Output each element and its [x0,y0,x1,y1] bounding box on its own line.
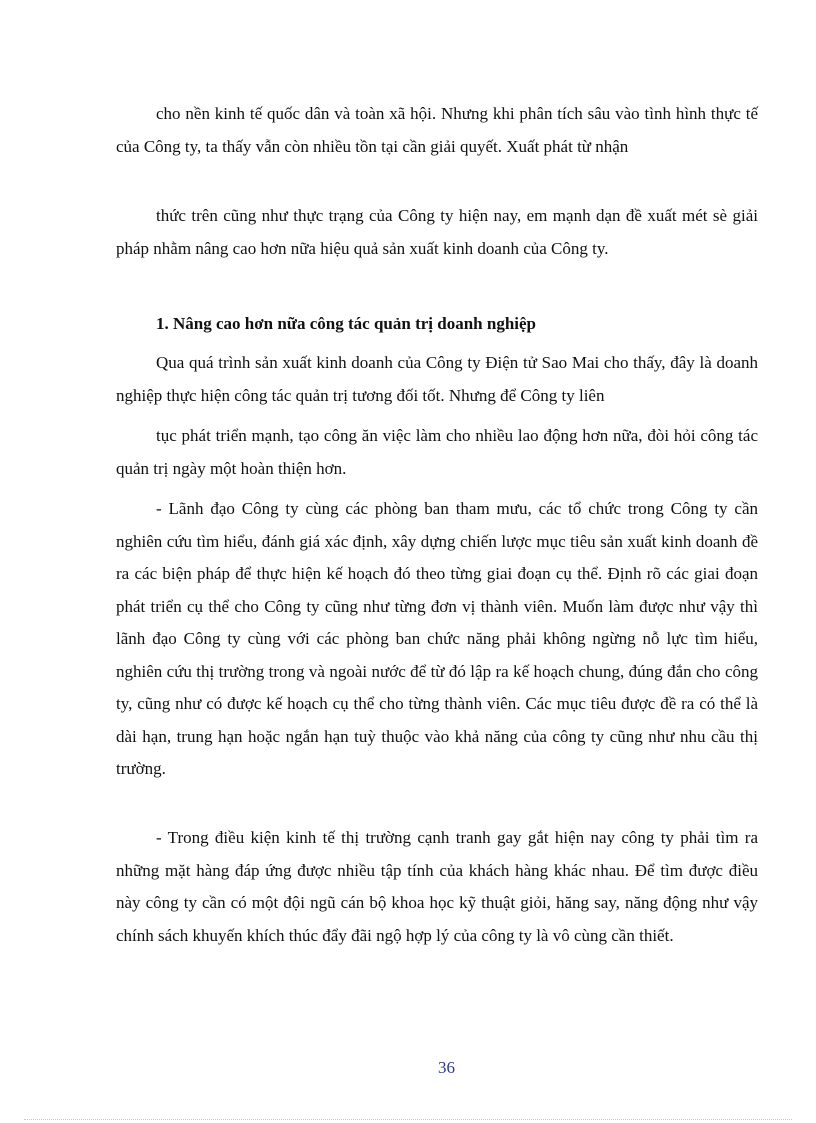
section-heading: 1. Nâng cao hơn nữa công tác quản trị doanh nghiệp [156,314,537,333]
page-number: 36 [438,1058,455,1077]
paragraph-management-intro: Qua quá trình sản xuất kinh doanh của Công ty Điện tử Sao Mai cho thấy, đây là doanh nghiệp thực hiện công tác quản trị tương đối tốt. Nhưng để Công ty liên [116,353,758,405]
paragraph-leadership-strategy: - Lãnh đạo Công ty cùng các phòng ban tham mưu, các tổ chức trong Công ty cần nghiên cứu tìm hiểu, đánh giá xác định, xây dựng chiến lược mục tiêu sản xuất kinh doanh đề ra các biện pháp để thực hiện kế hoạch đó theo từng giai đoạn cụ thể. Định rõ các giai đoạn phát triển cụ thể cho Công ty cũng như từng đơn vị thành viên. Muốn làm được như vậy thì lãnh đạo Công ty cùng với các phòng ban chức năng phải không ngừng nỗ lực tìm hiểu, nghiên cứu thị trường trong và ngoài nước để từ đó lập ra kế hoạch chung, đúng đắn cho công ty, cũng như có được kế hoạch cụ thể cho từng thành viên. Các mục tiêu được đề ra có thể là dài hạn, trung hạn hoặc ngắn hạn tuỳ thuộc vào khả năng của công ty cũng như nhu cầu thị trường. [116,499,758,778]
footer-divider [24,1119,792,1120]
paragraph-competition: - Trong điều kiện kinh tế thị trường cạnh tranh gay gắt hiện nay công ty phải tìm ra những mặt hàng đáp ứng được nhiều tập tính của khách hàng khác nhau. Để tìm được điều này công ty cần có một đội ngũ cán bộ khoa học kỹ thuật giỏi, hăng say, năng động như vậy chính sách khuyến khích thúc đẩy đãi ngộ hợp lý của công ty là vô cùng cần thiết. [116,828,758,945]
paragraph-proposal: thức trên cũng như thực trạng của Công ty hiện nay, em mạnh dạn đề xuất mét sè giải pháp nhằm nâng cao hơn nữa hiệu quả sản xuất kinh doanh của Công ty. [116,206,758,258]
paragraph-intro: cho nền kinh tế quốc dân và toàn xã hội. Nhưng khi phân tích sâu vào tình hình thực tế của Công ty, ta thấy vẫn còn nhiều tồn tại cần giải quyết. Xuất phát từ nhận [116,104,758,156]
paragraph-management-continued: tục phát triển mạnh, tạo công ăn việc làm cho nhiều lao động hơn nữa, đòi hỏi công tác quản trị ngày một hoàn thiện hơn. [116,426,758,478]
